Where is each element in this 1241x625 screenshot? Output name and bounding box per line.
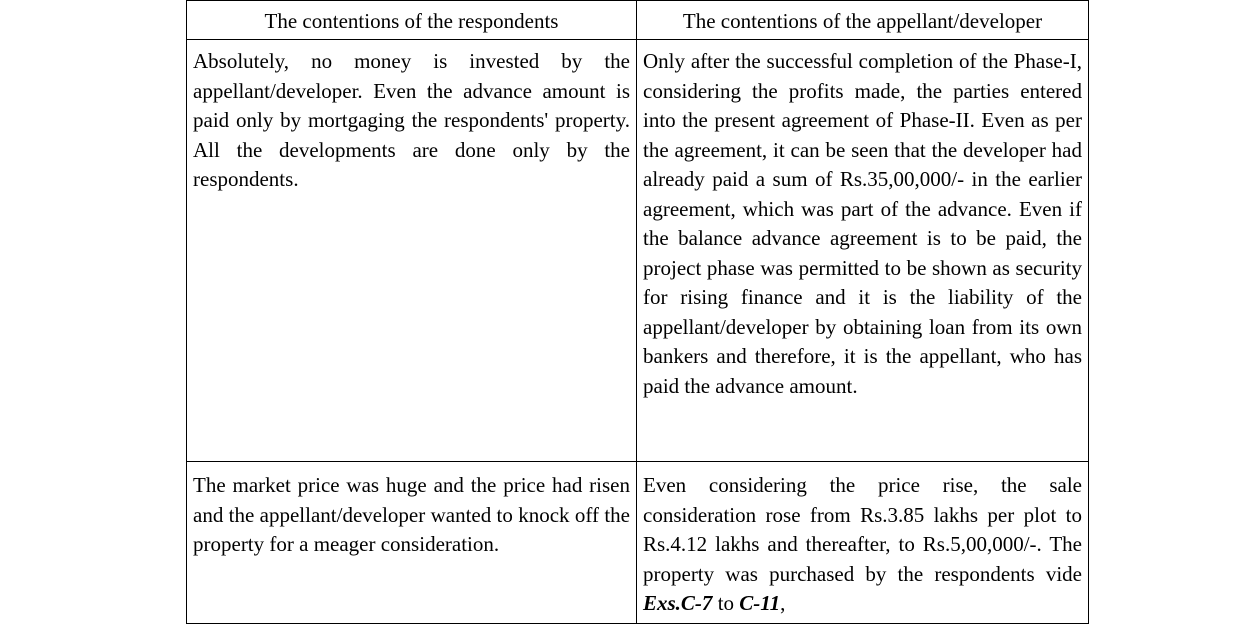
- exhibit-reference: Exs.C-7: [643, 591, 713, 615]
- table-row: [187, 462, 1089, 624]
- appellant-contention-cell: Only after the successful completion of the Phase-I, considering the profits made, the parties entered into the present agreement of Phase-II. Even as per the agreement, it can be seen that the developer had already paid a sum of Rs.35,00,000/- in the earlier agreement, which was part of the advance. Even if the balance advance agreement is to be paid, the project phase was permitted to be shown as security for rising finance and it is the liability of the appellant/developer by obtaining loan from its own bankers and therefore, it is the appellant, who has paid the advance amount.: [637, 40, 1089, 462]
- contentions-table: [186, 0, 1089, 624]
- appellant-text-end: ,: [780, 591, 786, 615]
- respondents-contention-cell: The market price was huge and the price had risen and the appellant/developer wanted to knock off the property for a meager consideration.: [187, 462, 637, 624]
- table-header-row: [187, 1, 1089, 40]
- header-appellant: The contentions of the appellant/developer: [637, 1, 1089, 40]
- appellant-text-middle: to: [712, 591, 740, 615]
- table-row: [187, 40, 1089, 462]
- respondents-contention-cell: Absolutely, no money is invested by the appellant/developer. Even the advance amount is paid only by mortgaging the respondents' property. All the developments are done only by the respondents.: [187, 40, 637, 462]
- appellant-text-start: Even considering the price rise, the sale consideration rose from Rs.3.85 lakhs per plot to Rs.4.12 lakhs and thereafter, to Rs.5,00,000/-. The property was purchased by the respondents vide: [643, 473, 1082, 586]
- appellant-contention-cell: [637, 462, 1089, 624]
- header-respondents: The contentions of the respondents: [187, 1, 637, 40]
- exhibit-reference: C-11: [739, 591, 781, 615]
